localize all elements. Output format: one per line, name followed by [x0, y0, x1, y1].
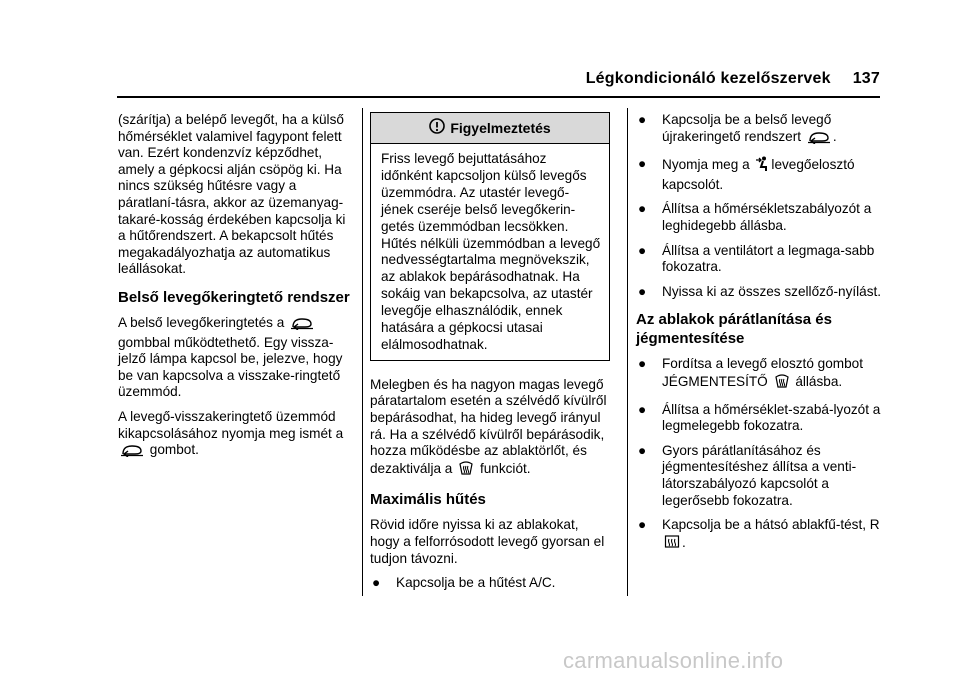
bullet: ● — [638, 356, 647, 372]
section-heading: Maximális hűtés — [370, 491, 486, 509]
bullet: ● — [638, 442, 647, 458]
text-span: gombbal működtethető. Egy vissza-jelző lámpa kapcsol be, jelezve, hogy be van kapcsolva a visszake-ringtető üzemmód. — [118, 334, 343, 400]
paragraph: (szárítja) a belépő levegőt, ha a külső hőmérséklet valamivel fagypont felett van. Ezért kondenzvíz képződhet, amely a gépkocsi alján csöpög ki. Ha nincs szükség hűtésre vagy a páratlaní-tásra, akkor az üzemanyag-takaré-kosság érdekében kapcsolja ki a hűtőrendszert. A bekapcsolt hűtés megakadályozhatja az automatikus leállásokat. — [118, 112, 346, 277]
list-item-text: Kapcsolja be a hűtést A/C. — [396, 575, 556, 591]
bullet: ● — [638, 201, 647, 217]
text-span: állásba. — [795, 373, 843, 389]
list-item — [636, 443, 882, 509]
bullet: ● — [638, 401, 647, 417]
list-item-text: Állítsa a hőmérsékletszabályozót a leghidegebb állásba. — [662, 201, 872, 233]
column-divider — [627, 108, 628, 596]
text-span: gombot. — [149, 442, 199, 458]
list-item — [636, 356, 882, 393]
defrost-icon — [458, 460, 474, 481]
bullet: ● — [638, 283, 647, 299]
paragraph — [370, 377, 610, 481]
paragraph: Rövid időre nyissa ki az ablakokat, hogy a felforrósodott levegő gyorsan el tudjon távozni. — [370, 517, 605, 566]
section-heading: Az ablakok párátlanítása és jégmentesítése — [636, 311, 832, 348]
paragraph — [118, 409, 354, 462]
recirculation-icon — [807, 130, 831, 149]
rear-defrost-icon — [664, 534, 680, 555]
warning-box — [370, 112, 610, 361]
text-span: Kapcsolja be a hátsó ablakfű-tést, R — [662, 517, 880, 533]
bullet: ● — [638, 242, 647, 258]
bullet: ● — [372, 575, 381, 591]
list-item-text: Nyissa ki az összes szellőző-nyílást. — [662, 283, 882, 299]
list-item-text — [662, 517, 882, 554]
paragraph — [118, 315, 354, 401]
chapter-title: Légkondicionáló kezelőszervek — [585, 70, 831, 87]
list-item — [636, 156, 882, 193]
list-item — [370, 575, 610, 592]
warning-title: Figyelmeztetés — [450, 119, 551, 136]
vent-mode-icon — [755, 156, 769, 177]
list-item — [636, 243, 882, 276]
text-span: Nyomja meg a — [662, 157, 750, 173]
column-divider — [362, 108, 363, 596]
list-item — [636, 112, 882, 148]
column-middle — [370, 112, 610, 600]
page-number: 137 — [852, 70, 880, 87]
text-span: funkciót. — [479, 460, 531, 476]
bullet: ● — [638, 156, 647, 172]
header-rule — [117, 96, 880, 98]
list-item-text: Gyors párátlanításához és jégmentesítéshez állítsa a venti-látorszabályozó kapcsolót a legerősebb fokozatra. — [662, 442, 857, 508]
recirculation-icon — [120, 443, 144, 462]
column-right — [636, 112, 882, 562]
list-item — [636, 402, 882, 435]
list-item-text — [662, 112, 882, 148]
list-item-text: Állítsa a ventilátort a legmaga-sabb fokozatra. — [662, 242, 875, 275]
list-item — [636, 284, 882, 301]
watermark: carmanualsonline.info — [563, 648, 784, 673]
list-item-text: Állítsa a hőmérséklet-szabá-lyozót a legmelegebb fokozatra. — [662, 401, 881, 434]
page-header — [586, 70, 880, 88]
warning-body: Friss levegő bejuttatásához időnként kapcsoljon külső levegős üzemmódra. Az utastér levegő-jének cseréje belső levegőkerin-getés üzemmódban lecsökken. Hűtés nélküli üzemmódban a levegő nedvességtartalma megnövekszik, az ablakok bepárásodhatnak. Ha sokáig van bekapcsolva, az utastér levegője elhasználódik, ennek hatására a gépkocsi utasai elálmosodhatnak. — [381, 151, 601, 352]
warning-header — [371, 113, 609, 144]
warning-icon — [429, 118, 450, 138]
recirculation-icon — [290, 316, 314, 335]
text-span: Fordítsa a levegő elosztó gombot JÉGMENTESÍTŐ — [662, 356, 863, 389]
text-span: A belső levegőkeringtetés a — [118, 314, 285, 330]
text-span: . — [682, 534, 686, 550]
bullet: ● — [638, 517, 647, 533]
section-heading: Belső levegőkeringtető rendszer — [118, 288, 350, 306]
text-span: Melegben és ha nagyon magas levegő páratartalom esetén a szélvédő kívülről bepárásodhat, ha hideg levegő irányul rá. Ha a szélvédő kívülről bepárásodik, hozza működésbe az ablaktörlőt, és dezaktiválja a — [370, 376, 607, 476]
bullet: ● — [638, 112, 647, 127]
text-span: . — [832, 128, 837, 144]
text-span: Kapcsolja be a belső levegő újrakeringető rendszert — [662, 112, 832, 144]
list-item — [636, 201, 882, 234]
text-span: A levegő-visszakeringtető üzemmód kikapcsolásához nyomja meg ismét a — [118, 408, 344, 441]
text-span: levegőelosztó kapcsolót. — [662, 157, 855, 192]
list-item — [636, 517, 882, 554]
defrost-icon — [774, 373, 790, 394]
list-item-text — [662, 356, 882, 393]
column-left — [118, 112, 354, 470]
list-item-text — [662, 156, 882, 193]
